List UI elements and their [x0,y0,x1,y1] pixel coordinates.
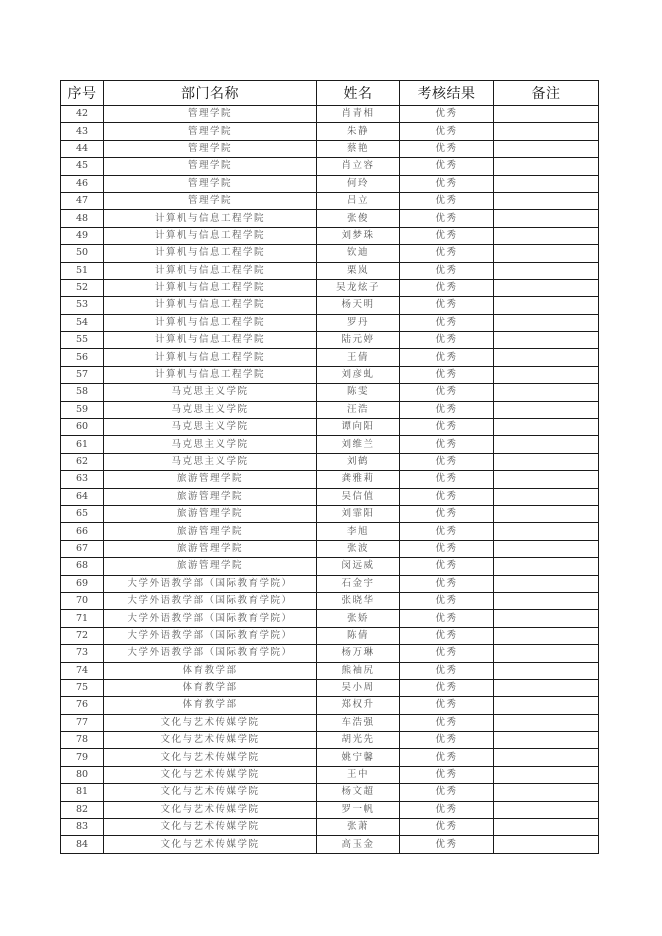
cell-remarks [494,279,599,296]
cell-remarks [494,192,599,209]
cell-assessment-result: 优秀 [400,106,494,123]
cell-serial-number: 50 [61,245,104,262]
table-row [61,749,599,766]
cell-serial-number: 75 [61,679,104,696]
cell-name: 陈倩 [317,627,400,644]
cell-remarks [494,505,599,522]
cell-assessment-result: 优秀 [400,262,494,279]
cell-remarks [494,801,599,818]
cell-department: 大学外语教学部（国际教育学院） [104,592,317,609]
table-row [61,645,599,662]
cell-serial-number: 47 [61,192,104,209]
cell-name: 石金宇 [317,575,400,592]
cell-name: 张晓华 [317,592,400,609]
cell-department: 文化与艺术传媒学院 [104,749,317,766]
cell-serial-number: 67 [61,540,104,557]
cell-name: 肖立容 [317,158,400,175]
cell-remarks [494,210,599,227]
cell-assessment-result: 优秀 [400,140,494,157]
cell-assessment-result: 优秀 [400,801,494,818]
cell-name: 刘鹤 [317,453,400,470]
cell-department: 文化与艺术传媒学院 [104,836,317,853]
cell-department: 马克思主义学院 [104,384,317,401]
assessment-results-table [60,80,599,854]
cell-remarks [494,749,599,766]
cell-remarks [494,140,599,157]
cell-remarks [494,540,599,557]
cell-assessment-result: 优秀 [400,366,494,383]
cell-department: 计算机与信息工程学院 [104,245,317,262]
cell-remarks [494,836,599,853]
cell-department: 文化与艺术传媒学院 [104,784,317,801]
table-row [61,575,599,592]
cell-remarks [494,662,599,679]
cell-assessment-result: 优秀 [400,766,494,783]
table-row [61,140,599,157]
cell-assessment-result: 优秀 [400,645,494,662]
cell-department: 管理学院 [104,140,317,157]
table-row [61,679,599,696]
cell-department: 计算机与信息工程学院 [104,279,317,296]
table-row [61,558,599,575]
cell-name: 刘霏阳 [317,505,400,522]
cell-department: 文化与艺术传媒学院 [104,819,317,836]
cell-remarks [494,714,599,731]
cell-serial-number: 72 [61,627,104,644]
table-row [61,471,599,488]
table-row [61,158,599,175]
cell-department: 管理学院 [104,192,317,209]
cell-remarks [494,784,599,801]
cell-assessment-result: 优秀 [400,401,494,418]
cell-department: 文化与艺术传媒学院 [104,766,317,783]
cell-remarks [494,558,599,575]
cell-serial-number: 76 [61,697,104,714]
cell-assessment-result: 优秀 [400,575,494,592]
cell-serial-number: 73 [61,645,104,662]
cell-department: 体育教学部 [104,679,317,696]
cell-serial-number: 84 [61,836,104,853]
cell-name: 郑权升 [317,697,400,714]
cell-department: 文化与艺术传媒学院 [104,801,317,818]
cell-remarks [494,384,599,401]
cell-serial-number: 83 [61,819,104,836]
cell-assessment-result: 优秀 [400,505,494,522]
cell-remarks [494,106,599,123]
cell-serial-number: 77 [61,714,104,731]
cell-department: 管理学院 [104,175,317,192]
table-row [61,453,599,470]
cell-serial-number: 53 [61,297,104,314]
cell-name: 蔡艳 [317,140,400,157]
cell-serial-number: 64 [61,488,104,505]
cell-department: 文化与艺术传媒学院 [104,714,317,731]
cell-department: 大学外语教学部（国际教育学院） [104,575,317,592]
cell-assessment-result: 优秀 [400,297,494,314]
cell-assessment-result: 优秀 [400,453,494,470]
cell-serial-number: 79 [61,749,104,766]
table-row [61,123,599,140]
header-row [61,81,599,106]
table-row [61,401,599,418]
cell-remarks [494,349,599,366]
cell-name: 王中 [317,766,400,783]
cell-name: 刘维兰 [317,436,400,453]
table-row [61,488,599,505]
cell-remarks [494,314,599,331]
table-row [61,801,599,818]
table-row [61,106,599,123]
table-row [61,505,599,522]
cell-assessment-result: 优秀 [400,540,494,557]
cell-remarks [494,766,599,783]
header-name: 姓名 [317,81,400,106]
cell-remarks [494,366,599,383]
table-row [61,210,599,227]
cell-name: 吴小周 [317,679,400,696]
cell-assessment-result: 优秀 [400,697,494,714]
table-row [61,436,599,453]
table-row [61,697,599,714]
cell-assessment-result: 优秀 [400,732,494,749]
cell-assessment-result: 优秀 [400,332,494,349]
cell-department: 计算机与信息工程学院 [104,210,317,227]
cell-department: 管理学院 [104,106,317,123]
cell-serial-number: 82 [61,801,104,818]
cell-remarks [494,401,599,418]
cell-serial-number: 44 [61,140,104,157]
cell-department: 计算机与信息工程学院 [104,262,317,279]
cell-serial-number: 51 [61,262,104,279]
cell-remarks [494,245,599,262]
cell-assessment-result: 优秀 [400,523,494,540]
cell-remarks [494,436,599,453]
cell-name: 钦迪 [317,245,400,262]
cell-remarks [494,332,599,349]
cell-assessment-result: 优秀 [400,158,494,175]
cell-remarks [494,123,599,140]
cell-name: 杨文超 [317,784,400,801]
cell-remarks [494,819,599,836]
cell-remarks [494,471,599,488]
cell-serial-number: 80 [61,766,104,783]
cell-department: 旅游管理学院 [104,505,317,522]
cell-assessment-result: 优秀 [400,749,494,766]
cell-name: 吕立 [317,192,400,209]
cell-name: 龚雅莉 [317,471,400,488]
cell-name: 刘梦珠 [317,227,400,244]
cell-name: 何玲 [317,175,400,192]
cell-department: 计算机与信息工程学院 [104,349,317,366]
table-row [61,627,599,644]
cell-name: 张波 [317,540,400,557]
cell-department: 体育教学部 [104,662,317,679]
cell-serial-number: 70 [61,592,104,609]
cell-remarks [494,645,599,662]
cell-name: 栗岚 [317,262,400,279]
cell-remarks [494,453,599,470]
cell-department: 计算机与信息工程学院 [104,297,317,314]
cell-name: 张娇 [317,610,400,627]
cell-remarks [494,679,599,696]
cell-name: 朱静 [317,123,400,140]
table-row [61,279,599,296]
table-row [61,384,599,401]
cell-assessment-result: 优秀 [400,175,494,192]
cell-serial-number: 49 [61,227,104,244]
cell-name: 王倩 [317,349,400,366]
cell-assessment-result: 优秀 [400,488,494,505]
cell-serial-number: 57 [61,366,104,383]
cell-name: 谭向阳 [317,419,400,436]
cell-serial-number: 78 [61,732,104,749]
cell-assessment-result: 优秀 [400,784,494,801]
cell-assessment-result: 优秀 [400,245,494,262]
cell-department: 大学外语教学部（国际教育学院） [104,610,317,627]
table-row [61,610,599,627]
cell-department: 计算机与信息工程学院 [104,227,317,244]
cell-assessment-result: 优秀 [400,419,494,436]
cell-assessment-result: 优秀 [400,558,494,575]
cell-department: 旅游管理学院 [104,540,317,557]
table-row [61,297,599,314]
cell-name: 吴龙炫子 [317,279,400,296]
cell-name: 姚宁馨 [317,749,400,766]
cell-serial-number: 61 [61,436,104,453]
header-department: 部门名称 [104,81,317,106]
cell-remarks [494,610,599,627]
cell-department: 马克思主义学院 [104,436,317,453]
cell-department: 大学外语教学部（国际教育学院） [104,627,317,644]
cell-name: 张萧 [317,819,400,836]
cell-assessment-result: 优秀 [400,836,494,853]
cell-assessment-result: 优秀 [400,349,494,366]
cell-department: 计算机与信息工程学院 [104,366,317,383]
cell-serial-number: 68 [61,558,104,575]
header-assessment-result: 考核结果 [400,81,494,106]
cell-department: 旅游管理学院 [104,488,317,505]
table-row [61,523,599,540]
cell-serial-number: 60 [61,419,104,436]
cell-name: 杨天明 [317,297,400,314]
cell-serial-number: 55 [61,332,104,349]
cell-department: 大学外语教学部（国际教育学院） [104,645,317,662]
cell-remarks [494,488,599,505]
cell-assessment-result: 优秀 [400,314,494,331]
cell-department: 旅游管理学院 [104,471,317,488]
cell-serial-number: 42 [61,106,104,123]
cell-name: 熊袖尻 [317,662,400,679]
table-row [61,662,599,679]
cell-department: 旅游管理学院 [104,558,317,575]
header-serial-number: 序号 [61,81,104,106]
table-row [61,245,599,262]
table-row [61,819,599,836]
cell-assessment-result: 优秀 [400,384,494,401]
cell-department: 管理学院 [104,123,317,140]
cell-assessment-result: 优秀 [400,192,494,209]
cell-assessment-result: 优秀 [400,714,494,731]
cell-assessment-result: 优秀 [400,279,494,296]
cell-serial-number: 54 [61,314,104,331]
table-row [61,592,599,609]
cell-remarks [494,575,599,592]
cell-serial-number: 46 [61,175,104,192]
cell-name: 陈雯 [317,384,400,401]
cell-department: 计算机与信息工程学院 [104,314,317,331]
table-row [61,419,599,436]
cell-remarks [494,175,599,192]
cell-department: 体育教学部 [104,697,317,714]
cell-name: 吴信值 [317,488,400,505]
cell-serial-number: 45 [61,158,104,175]
cell-name: 罗丹 [317,314,400,331]
cell-remarks [494,697,599,714]
cell-name: 刘彦虬 [317,366,400,383]
cell-remarks [494,297,599,314]
table-body [61,106,599,854]
cell-department: 计算机与信息工程学院 [104,332,317,349]
table-row [61,766,599,783]
cell-assessment-result: 优秀 [400,227,494,244]
table-row [61,175,599,192]
cell-remarks [494,158,599,175]
cell-serial-number: 66 [61,523,104,540]
cell-serial-number: 74 [61,662,104,679]
table-row [61,332,599,349]
cell-remarks [494,732,599,749]
cell-department: 管理学院 [104,158,317,175]
cell-serial-number: 65 [61,505,104,522]
cell-serial-number: 43 [61,123,104,140]
cell-name: 杨万琳 [317,645,400,662]
cell-assessment-result: 优秀 [400,819,494,836]
cell-assessment-result: 优秀 [400,662,494,679]
cell-remarks [494,523,599,540]
cell-assessment-result: 优秀 [400,210,494,227]
cell-assessment-result: 优秀 [400,627,494,644]
cell-department: 马克思主义学院 [104,419,317,436]
cell-department: 马克思主义学院 [104,453,317,470]
cell-name: 闵远威 [317,558,400,575]
cell-serial-number: 62 [61,453,104,470]
cell-serial-number: 63 [61,471,104,488]
cell-name: 汪浩 [317,401,400,418]
table-row [61,314,599,331]
cell-serial-number: 69 [61,575,104,592]
cell-assessment-result: 优秀 [400,592,494,609]
cell-name: 陆元婷 [317,332,400,349]
cell-name: 罗一帆 [317,801,400,818]
cell-remarks [494,262,599,279]
cell-serial-number: 59 [61,401,104,418]
header-remarks: 备注 [494,81,599,106]
cell-assessment-result: 优秀 [400,436,494,453]
cell-assessment-result: 优秀 [400,679,494,696]
cell-assessment-result: 优秀 [400,123,494,140]
cell-serial-number: 58 [61,384,104,401]
table-row [61,540,599,557]
cell-name: 李旭 [317,523,400,540]
cell-remarks [494,592,599,609]
cell-assessment-result: 优秀 [400,610,494,627]
cell-serial-number: 81 [61,784,104,801]
table-row [61,366,599,383]
table-row [61,836,599,853]
cell-serial-number: 56 [61,349,104,366]
table-row [61,714,599,731]
table-row [61,732,599,749]
table-row [61,262,599,279]
cell-remarks [494,419,599,436]
cell-serial-number: 48 [61,210,104,227]
table-row [61,227,599,244]
cell-name: 车浩强 [317,714,400,731]
cell-remarks [494,627,599,644]
cell-remarks [494,227,599,244]
cell-department: 旅游管理学院 [104,523,317,540]
table-row [61,192,599,209]
table-row [61,349,599,366]
cell-serial-number: 71 [61,610,104,627]
cell-department: 文化与艺术传媒学院 [104,732,317,749]
cell-name: 胡光先 [317,732,400,749]
cell-name: 高玉金 [317,836,400,853]
table-row [61,784,599,801]
cell-serial-number: 52 [61,279,104,296]
cell-assessment-result: 优秀 [400,471,494,488]
cell-department: 马克思主义学院 [104,401,317,418]
cell-name: 肖青相 [317,106,400,123]
cell-name: 张俊 [317,210,400,227]
